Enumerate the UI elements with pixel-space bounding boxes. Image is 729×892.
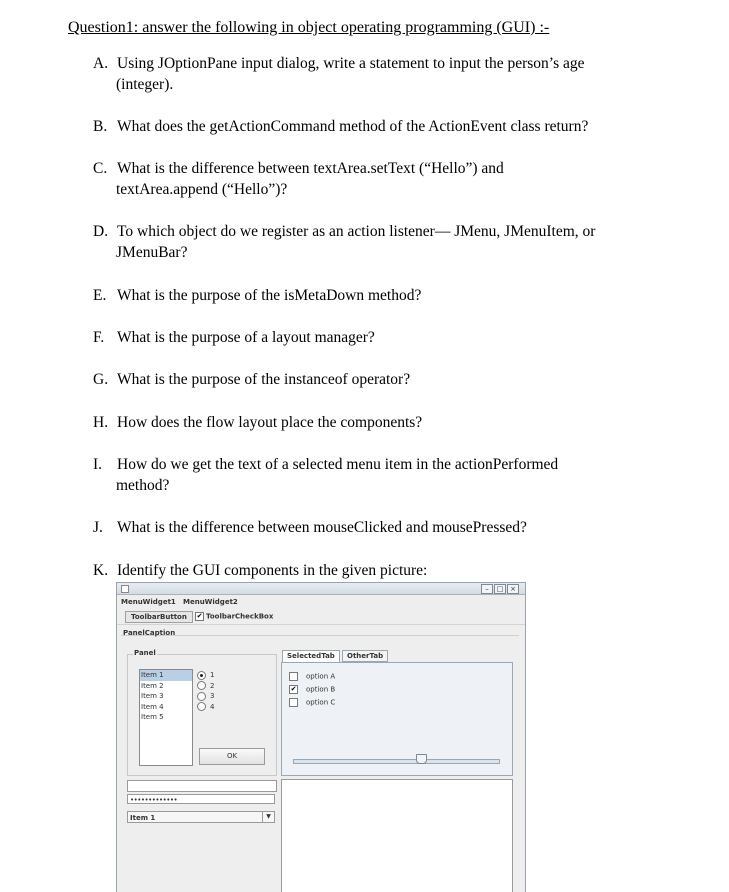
question-text: What is the purpose of the isMetaDown method? [117, 287, 422, 304]
question-item [93, 53, 585, 95]
maximize-icon[interactable]: □ [494, 584, 506, 594]
question-item [93, 285, 421, 306]
question-item [93, 116, 588, 137]
list-box[interactable] [139, 669, 193, 766]
toolbar-checkbox-label: ToolbarCheckBox [206, 612, 274, 621]
question-letter: E. [93, 287, 107, 304]
combo-value: Item 1 [130, 814, 156, 822]
question-letter: J. [93, 519, 103, 536]
radio-label: 2 [210, 681, 215, 690]
menu-bar [117, 595, 525, 608]
checkbox-option[interactable] [289, 685, 335, 694]
radio-label: 4 [210, 702, 215, 711]
tab-selected[interactable]: SelectedTab [282, 650, 340, 662]
chevron-down-icon[interactable]: ▼ [262, 812, 274, 822]
slider-track[interactable] [293, 759, 500, 764]
question-text: textArea.append (“Hello”)? [116, 181, 288, 198]
slider-thumb[interactable] [416, 754, 427, 764]
question-text: How do we get the text of a selected menu item in the actionPerformed [117, 456, 559, 473]
text-field[interactable] [127, 780, 277, 792]
ok-button[interactable]: OK [199, 748, 265, 765]
question-item [93, 369, 410, 390]
question-item [93, 221, 595, 263]
question-text: (integer). [116, 76, 174, 93]
question-item [93, 517, 527, 538]
toolbar [117, 609, 525, 625]
question-item [93, 412, 422, 433]
question-item [93, 560, 427, 581]
radio-button[interactable] [197, 681, 214, 692]
radio-button[interactable] [197, 691, 214, 702]
radio-label: 1 [210, 671, 215, 679]
panel-title: Panel [134, 649, 156, 657]
question-text: JMenuBar? [116, 244, 188, 261]
question-text: What is the purpose of the instanceof operator? [117, 371, 411, 388]
radio-circle-icon [197, 692, 206, 701]
question-text: What is the purpose of a layout manager? [117, 329, 375, 346]
tab-other[interactable]: OtherTab [342, 650, 388, 662]
question-letter: G. [93, 371, 109, 388]
window-title-bar [117, 583, 525, 595]
password-field[interactable]: ••••••••••••• [127, 794, 275, 804]
question-text: What does the getActionCommand method of the ActionEvent class return? [117, 118, 589, 135]
checkbox-label: option A [306, 672, 336, 681]
question-text: What is the difference between mouseClicked and mousePressed? [117, 519, 527, 536]
app-icon [121, 585, 129, 593]
question-text: method? [116, 477, 170, 494]
menu-widget-1[interactable]: MenuWidget1 [121, 598, 176, 606]
page-title: Question1: answer the following in object operating programming (GUI) :- [68, 19, 550, 36]
list-item[interactable]: Item 2 [141, 681, 164, 690]
text-area[interactable] [281, 779, 513, 892]
question-text: Identify the GUI components in the given picture: [117, 562, 428, 579]
panel-caption-divider [121, 635, 519, 636]
checkbox-label: option C [306, 698, 336, 707]
checkbox-option[interactable] [289, 672, 335, 681]
question-letter: K. [93, 562, 109, 579]
radio-circle-icon [197, 681, 206, 690]
checkbox-icon: ✔ [290, 685, 297, 693]
list-item[interactable]: Item 3 [141, 692, 164, 700]
radio-circle-icon [197, 702, 206, 711]
radio-button[interactable] [197, 670, 214, 681]
question-letter: A. [93, 55, 109, 72]
minimize-icon[interactable]: – [481, 584, 493, 594]
radio-label: 3 [210, 692, 215, 700]
question-text: To which object do we register as an action listener— JMenu, JMenuItem, or [117, 223, 596, 240]
list-item[interactable]: Item 1 [140, 670, 192, 681]
question-item [93, 454, 558, 496]
question-letter: D. [93, 223, 109, 240]
question-item [93, 327, 375, 348]
toolbar-button[interactable]: ToolbarButton [125, 611, 193, 623]
checkbox-option[interactable] [289, 698, 335, 707]
question-letter: F. [93, 329, 105, 346]
question-letter: B. [93, 118, 108, 135]
question-letter: I. [93, 456, 103, 473]
question-letter: C. [93, 160, 108, 177]
question-text: How does the flow layout place the components? [117, 414, 423, 431]
question-text: Using JOptionPane input dialog, write a statement to input the person’s age [117, 55, 585, 72]
radio-circle-icon [197, 671, 206, 680]
toolbar-checkbox[interactable] [195, 612, 273, 622]
panel-caption: PanelCaption [123, 629, 176, 637]
list-item[interactable]: Item 4 [141, 702, 164, 711]
gui-screenshot [116, 582, 526, 892]
radio-button[interactable] [197, 702, 214, 713]
menu-widget-2[interactable]: MenuWidget2 [183, 598, 238, 606]
list-item[interactable]: Item 5 [141, 713, 164, 721]
radio-group [197, 670, 214, 712]
checkbox-icon [289, 672, 298, 681]
close-icon[interactable]: × [507, 584, 519, 594]
check-icon: ✔ [196, 612, 203, 620]
empty-area [117, 826, 277, 892]
combo-box[interactable] [127, 811, 275, 823]
question-text: What is the difference between textArea.setText (“Hello”) and [117, 160, 504, 177]
checkbox-icon [289, 698, 298, 707]
question-item [93, 158, 504, 200]
question-letter: H. [93, 414, 109, 431]
checkbox-label: option B [306, 685, 336, 694]
